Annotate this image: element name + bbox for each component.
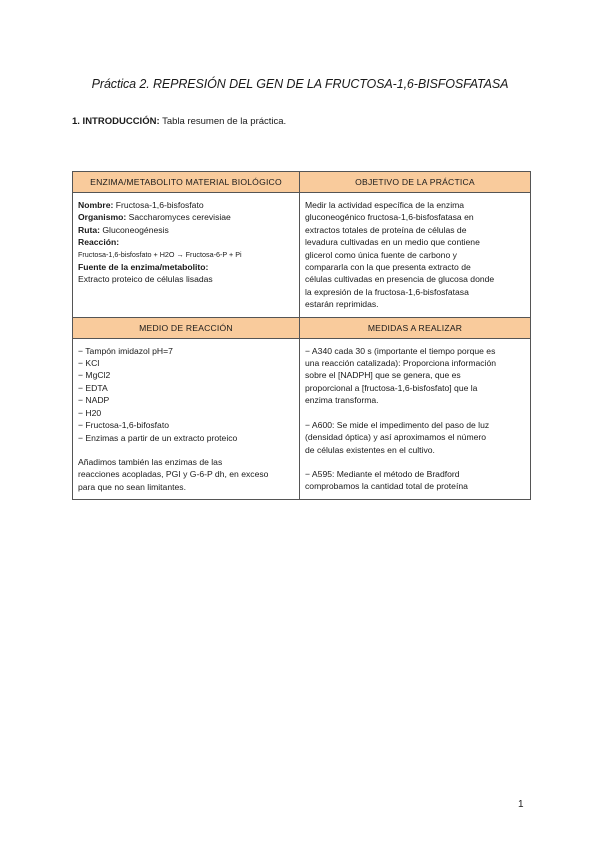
medium-list-item: − Enzimas a partir de un extracto proteico (78, 432, 238, 443)
header-medium: MEDIO DE REACCIÓN (73, 317, 300, 338)
header-objective: OBJETIVO DE LA PRÁCTICA (300, 172, 531, 193)
objective-cell (300, 193, 531, 318)
measure-a340-line: sobre el [NADPH] que se genera, que es (305, 370, 461, 381)
objective-line: levadura cultivadas en un medio que contiene (305, 237, 480, 248)
header-enzyme: ENZIMA/METABOLITO MATERIAL BIOLÓGICO (73, 172, 300, 193)
objective-line: células cultivadas en presencia de glucosa donde (305, 274, 495, 285)
objective-line: compararla con la que presenta extracto de (305, 262, 471, 273)
enzyme-organism: Organismo: Saccharomyces cerevisiae (78, 212, 231, 223)
measure-a340-line: proporcional a [fructosa-1,6-bisfosfato] que la (305, 382, 478, 393)
objective-line: estarán reprimidas. (305, 299, 379, 310)
medium-list-item: − NADP (78, 395, 110, 406)
objective-line: la expresión de la fructosa-1,6-bisfosfatasa (305, 286, 469, 297)
medium-note-line: reacciones acopladas, PGI y G-6-P dh, en exceso (78, 469, 269, 480)
measure-a600-line: de células existentes en el cultivo. (305, 444, 435, 455)
medium-list-item: − KCl (78, 358, 100, 369)
intro-text: Tabla resumen de la práctica. (159, 116, 287, 127)
header-measures: MEDIDAS A REALIZAR (300, 317, 531, 338)
enzyme-route: Ruta: Gluconeogénesis (78, 224, 169, 235)
table-row-1 (73, 193, 531, 318)
enzyme-reaction: Fructosa-1,6-bisfosfato + H2O → Fructosa-6-P + Pi (78, 249, 242, 259)
medium-note-line: para que no sean limitantes. (78, 481, 186, 492)
enzyme-cell (73, 193, 300, 318)
enzyme-source-label: Fuente de la enzima/metabolito: (78, 262, 209, 273)
enzyme-reaction-label: Reacción: (78, 237, 120, 248)
measure-a340-line: − A340 cada 30 s (importante el tiempo porque es (305, 345, 496, 356)
medium-list-item: − MgCl2 (78, 370, 111, 381)
table-row-2 (73, 338, 531, 499)
intro-label: 1. INTRODUCCIÓN: (72, 116, 160, 127)
measure-a595-line: − A595: Mediante el método de Bradford (305, 468, 460, 479)
measure-a600-line: − A600: Se mide el impedimento del paso de luz (305, 419, 490, 430)
objective-line: gluconeogénico fructosa-1,6-bisfosfatasa en (305, 212, 474, 223)
intro-line (72, 116, 286, 127)
enzyme-source: Extracto proteico de células lisadas (78, 274, 213, 285)
document-title: Práctica 2. REPRESIÓN DEL GEN DE LA FRUCTOSA-1,6-BISFOSFATASA (91, 77, 509, 91)
table-header-row-1 (73, 172, 531, 193)
medium-list-item: − EDTA (78, 382, 108, 393)
measures-cell (300, 338, 531, 499)
measure-a595-line: comprobamos la cantidad total de proteína (305, 481, 468, 492)
table-header-row-2 (73, 317, 531, 338)
medium-cell (73, 338, 300, 499)
measure-a340-line: una reacción catalizada): Proporciona información (305, 358, 497, 369)
objective-line: glicerol como única fuente de carbono y (305, 249, 457, 260)
objective-line: Medir la actividad específica de la enzima (305, 200, 465, 210)
page-number: 1 (518, 799, 524, 810)
summary-table (72, 171, 531, 500)
measure-a600-line: (densidad óptica) y así aproximamos el número (305, 432, 487, 443)
medium-list-item: − Fructosa-1,6-bifosfato (78, 420, 169, 431)
objective-line: extractos totales de proteína de células de (305, 224, 467, 235)
medium-list-item: − Tampón imidazol pH=7 (78, 345, 173, 356)
medium-list-item: − H20 (78, 407, 102, 418)
medium-note-line: Añadimos también las enzimas de las (78, 456, 223, 467)
measure-a340-line: enzima transforma. (305, 395, 379, 406)
enzyme-name: Nombre: Fructosa-1,6-bisfosfato (78, 200, 204, 210)
